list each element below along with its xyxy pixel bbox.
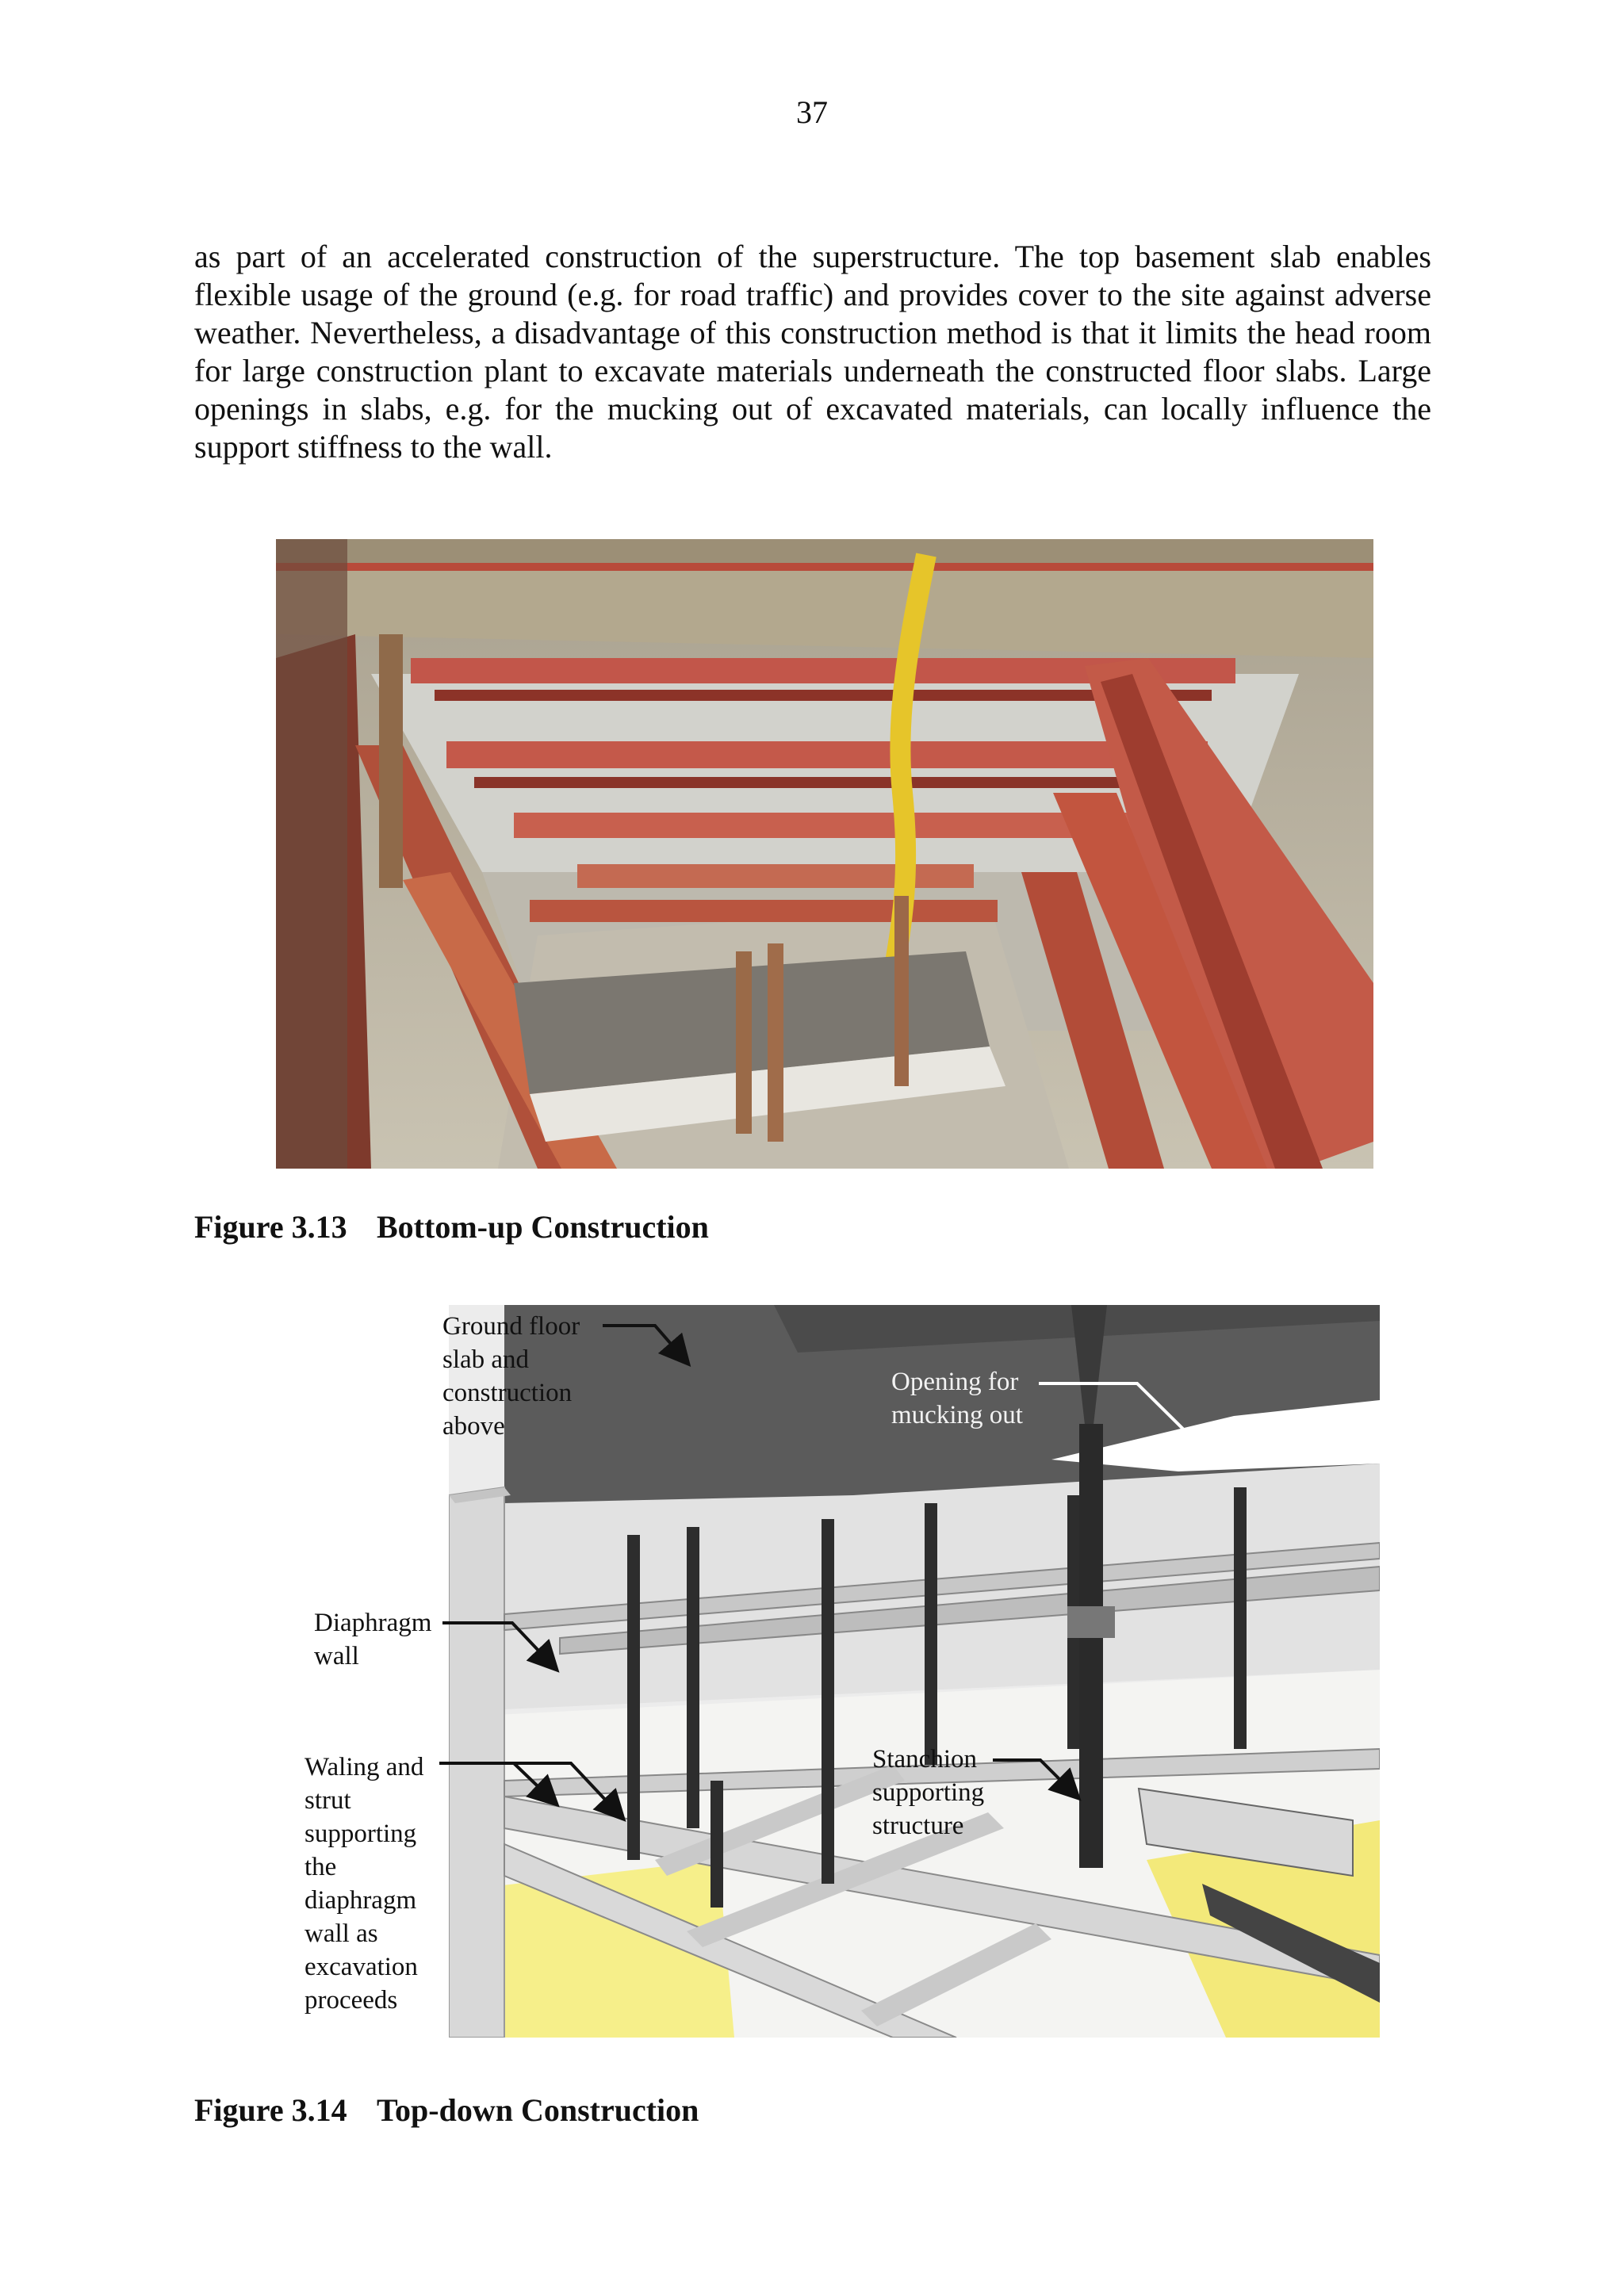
label-line: strut [304, 1786, 351, 1815]
label-line: supporting [304, 1820, 417, 1848]
label-line: diaphragm [304, 1886, 417, 1915]
label-line: Stanchion [872, 1745, 977, 1774]
label-line: above [442, 1412, 505, 1441]
label-line: wall [314, 1642, 359, 1670]
label-line: structure [872, 1812, 964, 1840]
label-line: wall as [304, 1919, 378, 1948]
label-line: Diaphragm [314, 1609, 432, 1637]
figure-3-13-title: Bottom-up Construction [377, 1209, 709, 1245]
label-waling-and-strut [304, 1751, 423, 2017]
body-paragraph: as part of an accelerated construction of the superstructure. The top basement slab enables flexible usage of the ground (e.g. for road traffic) and provides cover to the site against adverse weather. Nevertheless, a disadvantage of this construction method is that it limits the head room for large construction plant to excavate materials underneath the constructed floor slabs. Large openings in slabs, e.g. for the mucking out of excavated materials, can locally influence the support stiffness to the wall. [194, 239, 1431, 465]
figure-3-13-number: Figure 3.13 [194, 1209, 347, 1245]
figure-3-13-caption [194, 1208, 709, 1246]
label-line: construction [442, 1379, 573, 1407]
label-opening-mucking-out [891, 1365, 1023, 1432]
label-diaphragm-wall [314, 1606, 431, 1673]
label-line: proceeds [304, 1986, 398, 2015]
label-line: supporting [872, 1778, 985, 1807]
figure-3-14-title: Top-down Construction [377, 2092, 699, 2128]
label-stanchion [872, 1743, 984, 1843]
label-line: the [304, 1853, 337, 1881]
label-line: Waling and [304, 1753, 424, 1781]
bottom-up-construction-photo [276, 539, 1373, 1169]
figure-3-14-caption [194, 2091, 699, 2129]
label-line: mucking out [891, 1401, 1023, 1429]
figure-3-14-number: Figure 3.14 [194, 2092, 347, 2128]
label-line: slab and [442, 1345, 530, 1374]
label-ground-floor-slab [442, 1310, 580, 1443]
label-line: Ground floor [442, 1312, 580, 1341]
page-number: 37 [796, 94, 828, 130]
label-line: Opening for [891, 1368, 1019, 1396]
label-line: excavation [304, 1953, 418, 1981]
